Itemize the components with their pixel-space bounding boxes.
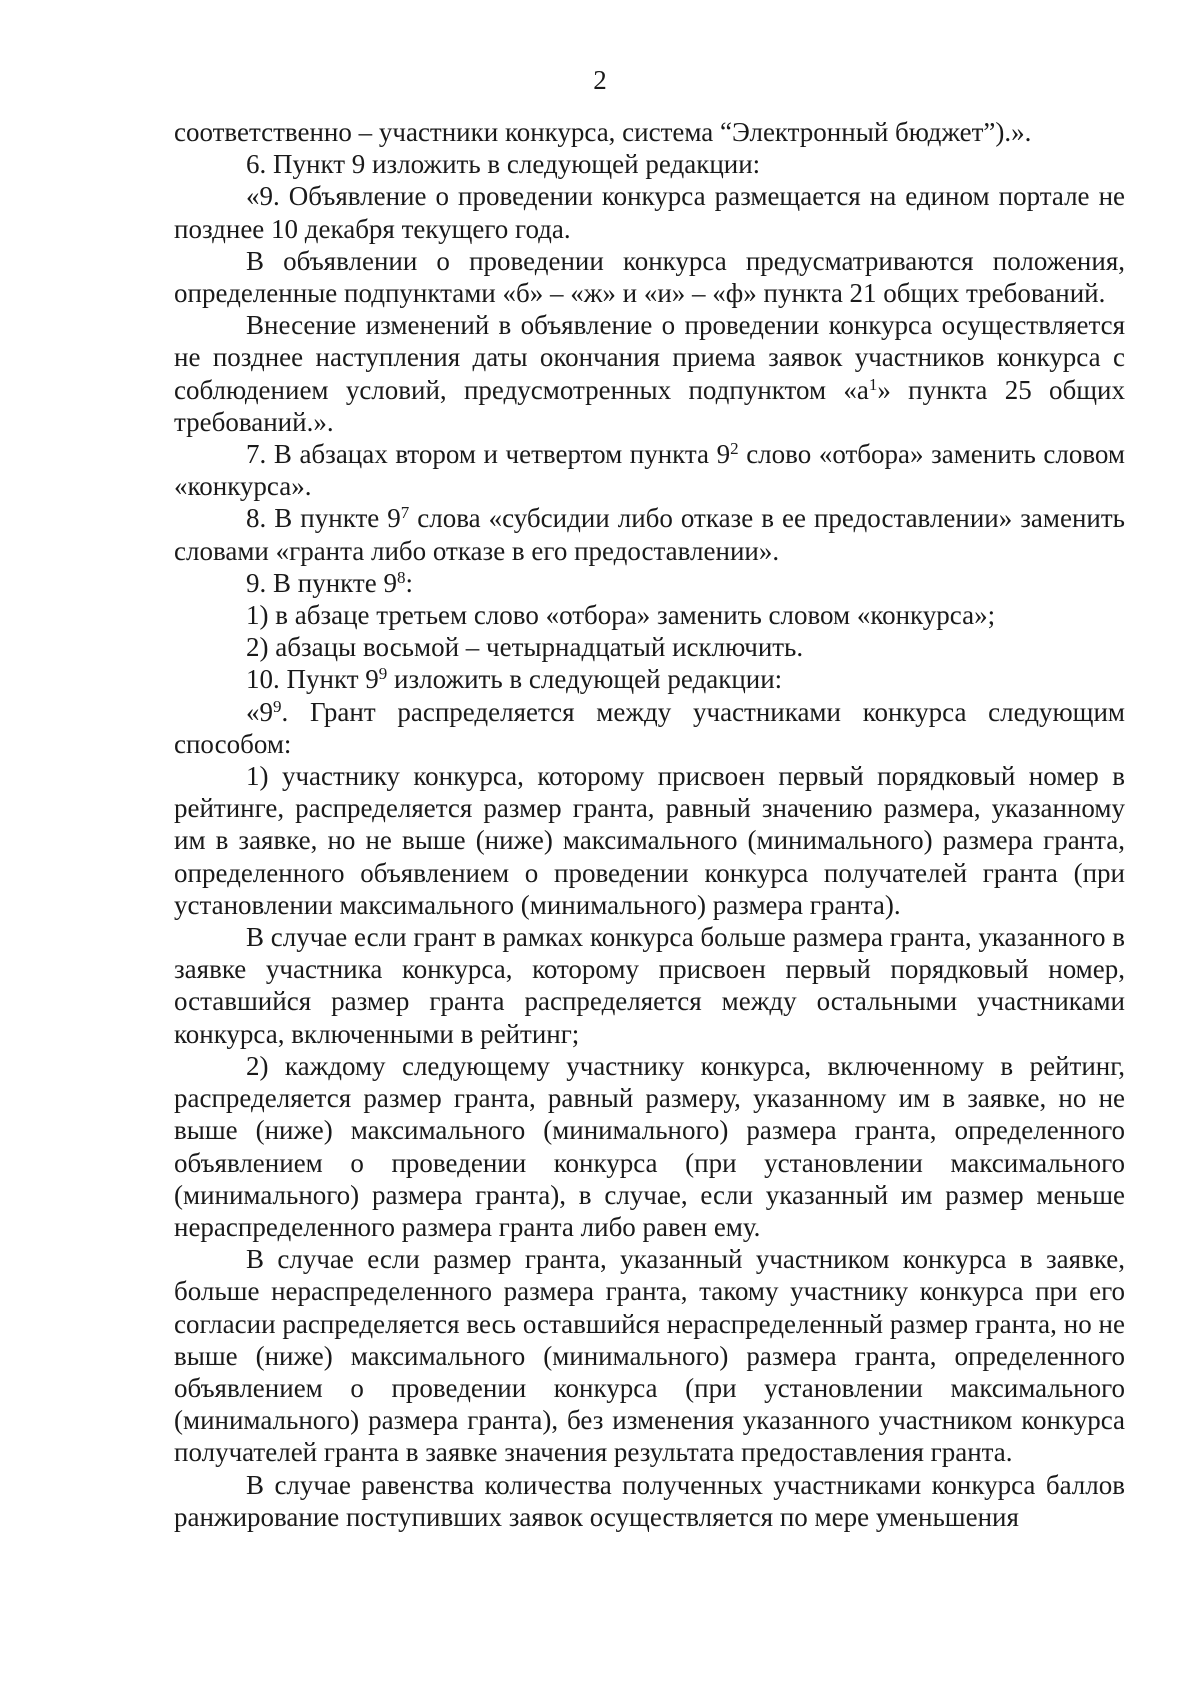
paragraph [174,502,1125,566]
page-number: 2 [593,65,607,95]
paragraph [174,599,1125,631]
text-run: слова «субсидии либо отказе в ее предоставлении» заменить словами «гранта либо отказе в его предоставлении». [174,503,1125,566]
text-run: 9. В пункте 9 [246,567,397,598]
text-run: 10. Пункт 9 [246,664,379,695]
text-run: 1) участнику конкурса, которому присвоен первый порядковый номер в рейтинге, распределяется размер гранта, равный значению размера, указанному им в заявке, но не выше (ниже) максимального (минимального) размера гранта, определенного объявлением о проведении конкурса получателей гранта (при установлении максимального (минимального) размера гранта). [174,761,1125,920]
text-run: «9. Объявление о проведении конкурса размещается на едином портале не позднее 10 декабря текущего года. [174,181,1125,244]
text-run: В случае если грант в рамках конкурса больше размера гранта, указанного в заявке участника конкурса, которому присвоен первый порядковый номер, оставшийся размер гранта распределяется между остальными участниками конкурса, включенными в рейтинг; [174,922,1125,1049]
superscript: 8 [396,567,406,587]
text-run: В случае равенства количества полученных участниками конкурса баллов ранжирование поступивших заявок осуществляется по мере уменьшения [174,1469,1125,1532]
text-run: » пункта 25 общих требований.». [174,374,1126,437]
text-run: изложить в следующей редакции: [387,664,783,695]
document-body [174,116,1125,1533]
superscript: 1 [868,374,878,394]
paragraph [174,1469,1125,1533]
paragraph [174,1243,1125,1468]
text-run: 2) каждому следующему участнику конкурса, включенному в рейтинг, распределяется размер гранта, равный размеру, указанному им в заявке, но не выше (ниже) максимального (минимального) размера гранта, определенного объявлением о проведении конкурса (при установлении максимального (минимального) размера гранта), в случае, если указанный им размер меньше нераспределенного размера гранта либо равен ему. [174,1050,1125,1242]
text-run: В объявлении о проведении конкурса предусматриваются положения, определенные подпунктами «б» – «ж» и «и» – «ф» пункта 21 общих требований. [174,245,1125,309]
superscript: 7 [400,503,410,523]
paragraph [174,696,1125,760]
text-run: 1) в абзаце третьем слово «отбора» заменить словом «конкурса»; [246,600,996,631]
text-run: 8. В пункте 9 [246,503,401,534]
superscript: 2 [730,439,739,459]
text-run: В случае если размер гранта, указанный участником конкурса в заявке, больше нераспределенного размера гранта, такому участнику конкурса при его согласии распределяется весь оставшийся нераспределенный размер гранта, но не выше (ниже) максимального (минимального) размера гранта, определенного объявлением о проведении конкурса (при установлении максимального (минимального) размера гранта), без изменения указанного участником конкурса получателей гранта в заявке значения результата предоставления гранта. [174,1244,1125,1468]
paragraph [174,631,1125,663]
text-run: : [405,567,413,598]
text-run: Внесение изменений в объявление о проведении конкурса осуществляется не позднее наступления даты окончания приема заявок участников конкурса с соблюдением условий, предусмотренных подпунктом «а [174,310,1125,405]
paragraph [174,663,1125,695]
paragraph [174,309,1125,438]
paragraph [174,148,1125,180]
paragraph [174,760,1125,921]
superscript: 9 [378,664,388,684]
text-run: 2) абзацы восьмой – четырнадцатый исключить. [246,632,804,663]
paragraph [174,116,1125,148]
paragraph [174,180,1125,244]
superscript: 9 [273,696,282,716]
text-run: . Грант распределяется между участниками конкурса следующим способом: [174,696,1125,759]
text-run: 6. Пункт 9 изложить в следующей редакции: [246,149,761,180]
paragraph [174,921,1125,1050]
paragraph [174,567,1125,599]
text-run: соответственно – участники конкурса, система “Электронный бюджет”).». [174,117,1032,147]
paragraph [174,245,1125,309]
text-run: слово «отбора» заменить словом «конкурса». [174,439,1125,502]
paragraph [174,1050,1125,1243]
text-run: «9 [246,696,273,727]
paragraph [174,438,1125,502]
text-run: 7. В абзацах втором и четвертом пункта 9 [246,439,731,470]
